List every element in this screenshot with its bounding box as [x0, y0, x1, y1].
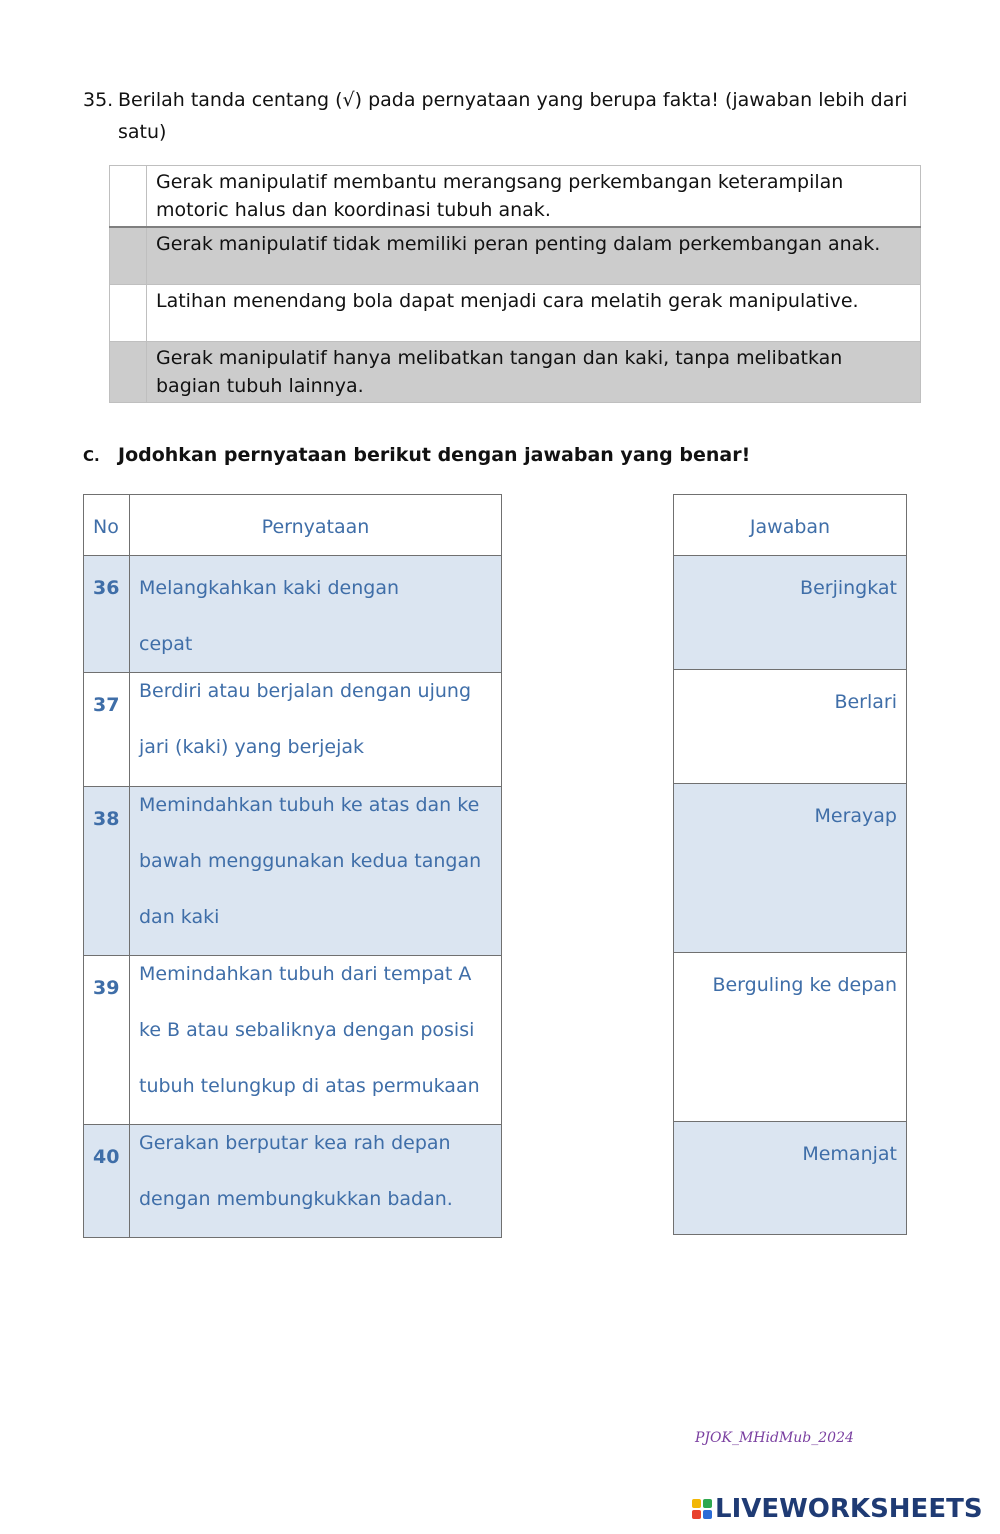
header-answer: Jawaban	[674, 495, 907, 556]
check-box[interactable]	[110, 166, 147, 228]
answer-row	[674, 784, 907, 953]
check-box[interactable]	[110, 285, 147, 342]
checklist-row	[110, 285, 921, 342]
answer-row	[674, 556, 907, 670]
liveworksheets-brand[interactable]	[692, 1494, 983, 1524]
row-statement[interactable]	[130, 673, 502, 787]
answer-cell[interactable]: Berguling ke depan	[674, 953, 907, 1122]
row-statement[interactable]	[130, 787, 502, 956]
answer-cell[interactable]: Merayap	[674, 784, 907, 953]
row-number: 38	[84, 787, 130, 956]
row-number: 39	[84, 956, 130, 1125]
question-35	[83, 84, 923, 148]
liveworksheets-logo-icon	[692, 1499, 712, 1519]
table-row	[84, 556, 502, 673]
check-box[interactable]	[110, 342, 147, 403]
statement-text: Gerak manipulatif tidak memiliki peran penting dalam perkembangan anak.	[147, 227, 921, 285]
table-row	[84, 787, 502, 956]
row-number: 37	[84, 673, 130, 787]
header-statement: Pernyataan	[130, 495, 502, 556]
table-row	[84, 956, 502, 1125]
checklist-row	[110, 166, 921, 228]
table-row	[84, 673, 502, 787]
answer-row	[674, 1122, 907, 1235]
section-label: C.	[83, 447, 100, 465]
checklist-row	[110, 227, 921, 285]
answer-table	[673, 494, 907, 1235]
answer-row	[674, 670, 907, 784]
brand-name: LIVEWORKSHEETS	[715, 1494, 983, 1524]
row-statement[interactable]	[130, 956, 502, 1125]
statement-text: Gerakan berputar kea rah depan dengan membungkukkan badan.	[139, 1132, 453, 1210]
statement-text: Melangkahkan kaki dengan cepat	[139, 577, 400, 655]
header-row	[674, 495, 907, 556]
answer-cell[interactable]: Berjingkat	[674, 556, 907, 670]
row-number: 36	[84, 556, 130, 673]
question-number: 35.	[83, 89, 114, 111]
checklist-row	[110, 342, 921, 403]
row-number: 40	[84, 1125, 130, 1238]
check-box[interactable]	[110, 227, 147, 285]
statement-text: Latihan menendang bola dapat menjadi cara melatih gerak manipulative.	[147, 285, 921, 342]
checklist-table	[109, 165, 921, 403]
statement-text: Memindahkan tubuh ke atas dan ke bawah menggunakan kedua tangan dan kaki	[139, 794, 482, 928]
row-statement[interactable]	[130, 556, 502, 673]
signature: PJOK_MHidMub_2024	[695, 1430, 854, 1446]
answer-row	[674, 953, 907, 1122]
section-title: Jodohkan pernyataan berikut dengan jawaban yang benar!	[118, 444, 751, 466]
statement-text: Berdiri atau berjalan dengan ujung jari (kaki) yang berjejak	[139, 680, 472, 758]
answer-cell[interactable]: Berlari	[674, 670, 907, 784]
answer-cell[interactable]: Memanjat	[674, 1122, 907, 1235]
statement-text: Gerak manipulatif hanya melibatkan tangan dan kaki, tanpa melibatkan bagian tubuh lainnya.	[147, 342, 921, 403]
table-row	[84, 1125, 502, 1238]
row-statement[interactable]	[130, 1125, 502, 1238]
question-text: Berilah tanda centang (√) pada pernyataan yang berupa fakta! (jawaban lebih dari satu)	[118, 89, 908, 143]
section-c-heading	[83, 444, 750, 466]
statement-table	[83, 494, 502, 1238]
header-no: No	[84, 495, 130, 556]
statement-text: Memindahkan tubuh dari tempat A ke B atau sebaliknya dengan posisi tubuh telungkup di atas permukaan	[139, 963, 480, 1097]
statement-text: Gerak manipulatif membantu merangsang perkembangan keterampilan motoric halus dan koordinasi tubuh anak.	[147, 166, 921, 228]
